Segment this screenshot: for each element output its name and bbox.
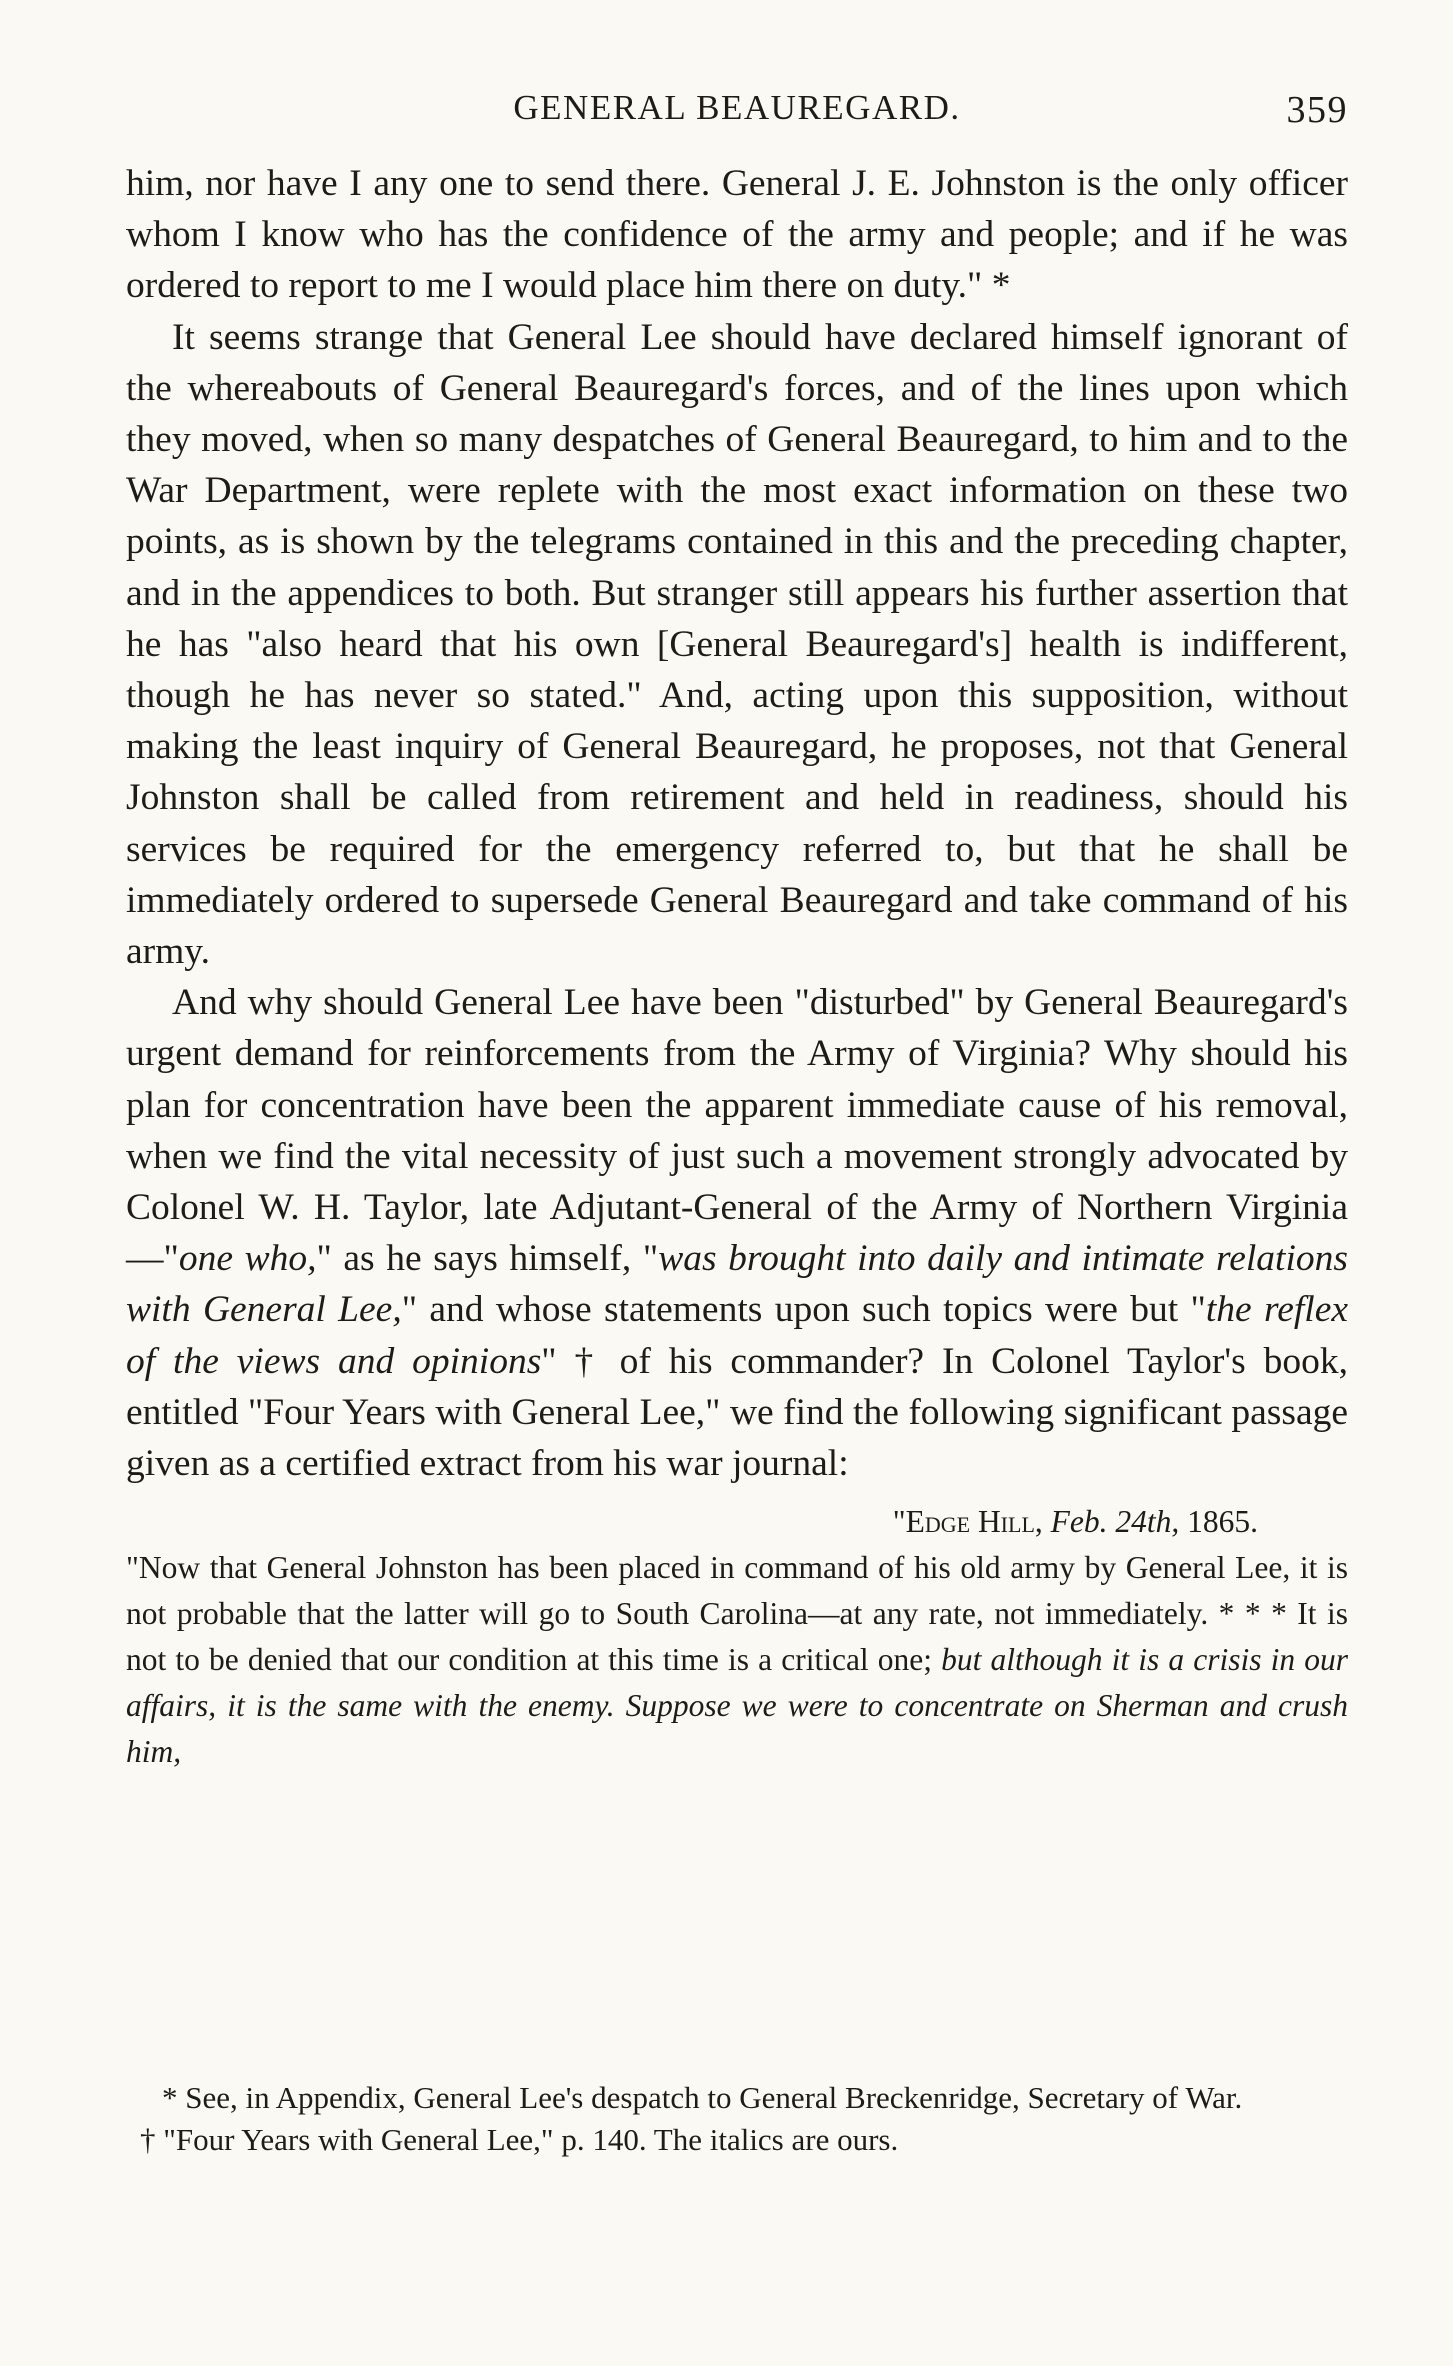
extract-text-a: "Now that General Johnston has been placed in command of his old army by General Lee, it is not probable that the latter will go to South Carolina—at any rate, not immediately. * * * It is not to be denied that our condition at this time is a critical one; [126, 1550, 1348, 1678]
extract-italic: but although it is a crisis in our affairs, it is the same with the enemy. Suppose we were to concentrate on Sherman and crush him, [126, 1642, 1349, 1770]
dateline-place: "Edge Hill, [892, 1504, 1043, 1540]
footnote-1: * See, in Appendix, General Lee's despatch to General Breckenridge, Secretary of War. [162, 2080, 1243, 2115]
paragraph-3-text-c: " and whose statements upon such topics were but " [401, 1289, 1206, 1331]
extract-text [126, 1545, 1348, 1775]
paragraph-3-italic-3: the reflex of the views and opinions [126, 1289, 1348, 1382]
footnotes [126, 2077, 1348, 2161]
page-number: 359 [1286, 89, 1348, 131]
running-title: GENERAL BEAUREGARD. [513, 88, 961, 127]
paragraph-1: him, nor have I any one to send there. General J. E. Johnston is the only officer whom I know who has the confidence of the army and people; and if he was ordered to report to me I would place him there on duty." * [126, 163, 1348, 307]
body-text [126, 158, 1348, 1489]
paragraph-2: It seems strange that General Lee should have declared himself ignorant of the whereabouts of General Beauregard's forces, and of the lines upon which they moved, when so many despatches of General Beauregard, to him and to the War Department, were replete with the most exact information on these two points, as is shown by the telegrams contained in this and the preceding chapter, and in the appendices to both. But stranger still appears his further assertion that he has "also heard that his own [General Beauregard's] health is indifferent, though he has never so stated." And, acting upon this supposition, without making the least inquiry of General Beauregard, he proposes, not that General Johnston shall be called from retirement and held in readiness, should his services be required for the emergency referred to, but that he shall be immediately ordered to supersede General Beauregard and take command of his army. [126, 316, 1348, 973]
paragraph-3 [126, 977, 1348, 1489]
paragraph-3-italic-1: one who, [178, 1238, 317, 1280]
extract-dateline [126, 1499, 1348, 1545]
book-page [126, 88, 1348, 1775]
paragraph-3-text-b: " as he says himself, " [316, 1238, 659, 1280]
running-head [126, 88, 1348, 138]
dateline-date: Feb. 24th, [1050, 1504, 1180, 1540]
footnote-2: † "Four Years with General Lee," p. 140. The italics are ours. [140, 2122, 899, 2157]
dateline-year: 1865. [1187, 1504, 1258, 1540]
paragraph-3-text-a: And why should General Lee have been "disturbed" by General Beauregard's urgent demand for reinforcements from the Army of Virginia? Why should his plan for concentration have been the apparent immediate cause of his removal, when we find the vital necessity of just such a movement strongly advocated by Colonel W. H. Taylor, late Adjutant-General of the Army of Northern Virginia—" [126, 982, 1348, 1280]
journal-extract [126, 1499, 1348, 1775]
paragraph-3-italic-2: was brought into daily and intimate relations with General Lee, [126, 1238, 1348, 1331]
paragraph-3-text-d: " † of his commander? In Colonel Taylor's book, entitled "Four Years with General Lee," we find the following significant passage given as a certified extract from his war journal: [126, 1340, 1349, 1485]
